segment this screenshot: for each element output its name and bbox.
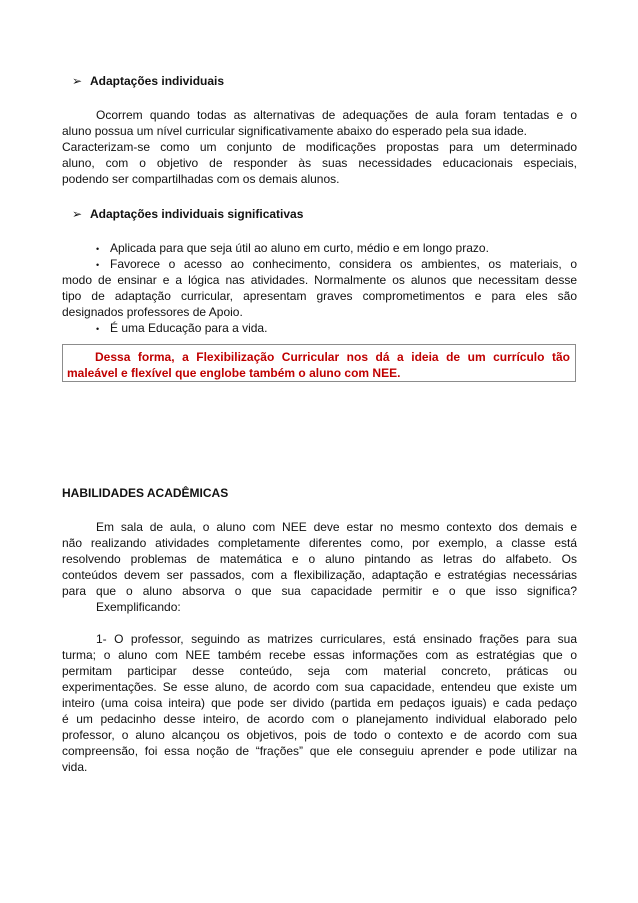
paragraph-example <box>62 631 577 775</box>
paragraph-academic-skills <box>62 519 577 615</box>
list-item <box>62 320 577 336</box>
paragraph-line: não realizando atividades completamente diferentes como, por exemplo, a classe está <box>62 536 577 550</box>
heading-text: Adaptações individuais significativas <box>90 207 304 221</box>
arrow-bullet-icon: ➢ <box>72 74 83 88</box>
section-heading-academic-skills: HABILIDADES ACADÊMICAS <box>62 486 229 500</box>
paragraph-line: compreensão, foi essa noção de “frações” que ele conseguiu aprender e pode utilizar na <box>62 744 577 758</box>
paragraph-line: aluno possua um nível curricular significativamente abaixo do esperado pela sua idade. <box>62 124 527 138</box>
callout-box <box>62 344 576 382</box>
section-heading-individual-adaptations <box>62 73 577 89</box>
list-item <box>62 256 577 320</box>
arrow-bullet-icon: ➢ <box>72 207 83 221</box>
list-item <box>62 240 577 256</box>
paragraph-individual-adaptations <box>62 107 577 187</box>
callout-line: Dessa forma, a Flexibilização Curricular nos dá a ideia de um currículo tão <box>95 350 570 364</box>
paragraph-line: Em sala de aula, o aluno com NEE deve estar no mesmo contexto dos demais e <box>96 520 577 534</box>
list-item-text: designados professores de Apoio. <box>62 305 243 319</box>
bullet-icon: • <box>96 324 100 334</box>
section-heading-significant-adaptations <box>62 206 577 222</box>
paragraph-line: conteúdos devem ser passados, com a flexibilização, adaptação e estratégias necessárias <box>62 568 577 582</box>
bullet-icon: • <box>96 260 100 270</box>
paragraph-line: Caracterizam-se como um conjunto de modificações propostas para um determinado <box>62 140 577 154</box>
list-item-text: modo de ensinar e a lógica nas atividades. Normalmente os alunos que necessitam desse <box>62 273 577 287</box>
paragraph-line: é um pedacinho desse inteiro, de acordo com o planejamento individual elaborado pelo <box>62 712 577 726</box>
bullet-icon: • <box>96 244 100 254</box>
list-item-text: Favorece o acesso ao conhecimento, considera os ambientes, os materiais, o <box>110 257 577 271</box>
paragraph-line: vida. <box>62 760 88 774</box>
paragraph-line: aluno, com o objetivo de responder às suas necessidades educacionais especiais, <box>62 156 577 170</box>
paragraph-line: resolvendo problemas de matemática e o aluno pintando as letras do alfabeto. Os <box>62 552 577 566</box>
paragraph-line: inteiro (uma coisa inteira) que pode ser divido (partida em pedaços iguais) e cada pedaço <box>62 696 577 710</box>
paragraph-line: Exemplificando: <box>96 600 181 614</box>
list-item-text: É uma Educação para a vida. <box>110 321 268 335</box>
paragraph-line: Ocorrem quando todas as alternativas de adequações de aula foram tentadas e o <box>96 108 577 122</box>
paragraph-line: turma; o aluno com NEE também recebe essas informações com as estratégias que o <box>62 648 577 662</box>
list-item-text: Aplicada para que seja útil ao aluno em curto, médio e em longo prazo. <box>110 241 489 255</box>
paragraph-line: permitam participar desse conteúdo, seja com material concreto, práticas ou <box>62 664 577 678</box>
heading-text: Adaptações individuais <box>90 74 225 88</box>
paragraph-line: podendo ser compartilhadas com os demais alunos. <box>62 172 340 186</box>
list-item-text: tipo de adaptação curricular, apresentam graves comprometimentos e para eles são <box>62 289 577 303</box>
callout-text <box>67 349 570 381</box>
paragraph-line: experimentações. Se esse aluno, de acordo com sua capacidade, entendeu que existe um <box>62 680 577 694</box>
paragraph-line: professor, o aluno alcançou os objetivos, pois de todo o contexto e de acordo com sua <box>62 728 577 742</box>
paragraph-line: 1- O professor, seguindo as matrizes curriculares, está ensinado frações para sua <box>96 632 577 646</box>
callout-line: maleável e flexível que englobe também o aluno com NEE. <box>67 366 401 380</box>
paragraph-line: para que o aluno absorva o que sua capacidade permitir e o que isso significa? <box>62 584 577 598</box>
